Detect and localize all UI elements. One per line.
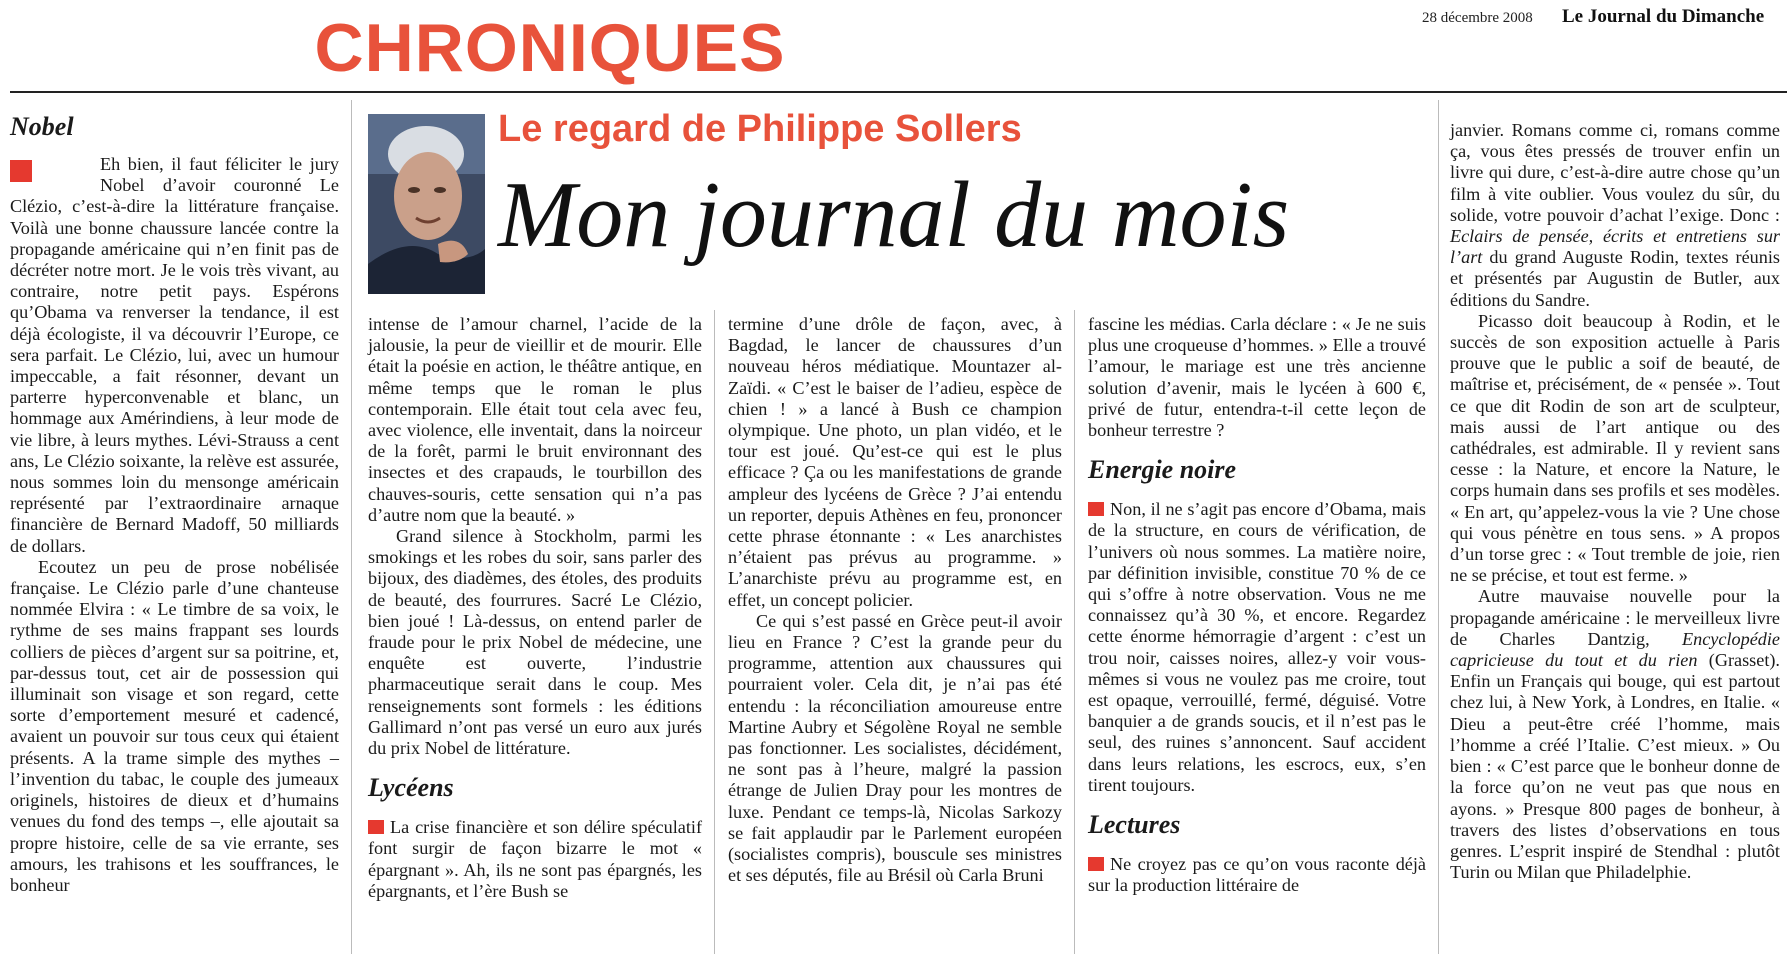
masthead-rule [10, 91, 1787, 93]
paragraph-text: Autre mauvaise nouvelle pour la propagande américaine : le merveilleux livre de Charles Dantzig, [1450, 586, 1780, 649]
paragraph: Ce qui s’est passé en Grèce peut-il avoir lieu en France ? C’est la grande peur du programme, attention aux chaussures qui pourraient voler. Cela dit, je n’ai pas été entendu : la réconciliation amoureuse entre Martine Aubry et Ségolène Royal ne semble pas fonctionner. Les socialistes, décidément, ne sont pas à l’heure, malgré la passion étrange de Julien Dray pour les montres de luxe. Pendant ce temps-là, Nicolas Sarkozy se fait applaudir par le Parlement européen (socialistes compris), bouscule ses ministres et ses députés, file au Brésil où Carla Bruni [728, 610, 1062, 886]
section-title: CHRONIQUES [314, 10, 786, 86]
paragraph-text: janvier. Romans comme ci, romans comme ça, vous êtes pressés de trouver enfin un livre qui dure, c’est-à-dire autre chose qu’un film à vite oublier. Vous voulez du sûr, du solide, votre pouvoir d’achat l’exige. Donc : [1450, 120, 1780, 225]
article-headline: Mon journal du mois [498, 163, 1290, 267]
issue-date: 28 décembre 2008 [1422, 10, 1533, 26]
column-divider [1074, 310, 1075, 954]
paragraph: Picasso doit beaucoup à Rodin, et le succès de son exposition actuelle à Paris prouve que le public a soif de beauté, de maîtrise et, précisément, de « pensée ». Tout ce que dit Rodin de son art de sculpteur, mais aussi de l’art antique ou des cathédrales, est admirable. Il y revient sans cesse : la Nature, et encore la Nature, le corps humain dans ses profils et ses modèles. « En art, qu’appelez-vous la vie ? Une chose qui vous pénètre en tous sens. » A propos d’un torse grec : « Tout tremble de joie, rien ne se précise, et tout est ferme. » [1450, 310, 1780, 586]
paragraph [1450, 586, 1780, 883]
paragraph: intense de l’amour charnel, l’acide de la jalousie, la peur de vieillir et de mourir. Elle était la poésie en action, le théâtre antique, en même temps que le roman le plus contemporain. Elle était tout cela avec feu, avec violence, elle inventait, dans la noirceur de la forêt, parmi le bruit environnant des insectes et des crapauds, le tourbillon des chauves-souris, cette sensation qui n’a pas d’autre nom que la beauté. » [368, 314, 702, 525]
paragraph: Ecoutez un peu de prose nobélisée française. Le Clézio parle d’une chanteuse nommée Elvira : « Le timbre de sa voix, le rythme de ses mains frappant ses lourds colliers de pièces d’argent sur sa poitrine, et, par-dessus tout, cet air de possession qui illuminait son visage et son regard, cette sorte d’emportement mesuré et cadencé, avaient un pouvoir sur tous ceux qui étaient présents. A la trame simple des mythes – l’invention du tabac, le couple des jumeaux originels, histoires de dieux et d’humains venues du fond des temps –, elle ajoutait sa propre histoire, celle de sa vie errante, ses amours, les trahisons et les souffrances, le bonheur [10, 556, 339, 895]
column-3 [728, 314, 1062, 886]
paragraph: Grand silence à Stockholm, parmi les smokings et les robes du soir, sans parler des bijoux, des diadèmes, des étoles, des produits de beauté, des fourrures. Sacré Le Clézio, bien joué ! Là-dessus, on entend parler de fraude pour le prix Nobel de médecine, une enquête est ouverte, l’industrie pharmaceutique serait dans le coup. Mes renseignements sont formels : les éditions Gallimard n’ont pas versé un euro aux jurés du prix Nobel de littérature. [368, 526, 702, 759]
paragraph-text: Eh bien, il faut féliciter le jury Nobel d’avoir couronné Le Clézio, c’est-à-dire la littérature française. Voilà une bonne chaussure lancée contre la propagande américaine qui n’en finit pas de décréter notre mort. Je le vois très vivant, au contraire, notre petit pays. Espérons qu’Obama va renverser la tendance, il est déjà écologiste, il va découvrir l’Europe, ce sera parfait. Le Clézio, lui, avec un humour impeccable, a fait résonner, devant un parterre hyperconvenable et blanc, un hommage aux Amérindiens, à leur mode de vie libre, à leurs mythes. Lévi-Strauss a cent ans, Le Clézio soixante, la relève est assurée, nous sommes loin du mensonge américain représenté par l’extraordinaire arnaque financière de Bernard Madoff, 50 milliards de dollars. [10, 154, 339, 556]
paragraph-text: Ne croyez pas ce qu’on vous raconte déjà sur la production littéraire de [1088, 854, 1426, 896]
paragraph [1450, 120, 1780, 311]
column-divider [351, 100, 352, 954]
bullet-square-icon [1088, 502, 1104, 516]
paragraph-text: La crise financière et son délire spéculatif font surgir de façon bizarre le mot « épargnant ». Ah, ils ne sont pas épargnés, les épargnants, et l’ère Bush se [368, 817, 702, 901]
paragraph [368, 817, 702, 902]
paragraph-text: (Grasset). Enfin un Français qui bouge, qui est partout chez lui, à New York, à Londres, en Italie. « Dieu a peut-être créé l’homme, mais l’homme a créé l’Italie. C’est mieux. » Ou bien : « C’est parce que le bonheur donne de la force qu’on ne veut pas que nous en ayons. » Presque 800 pages de bonheur, à travers des listes d’observations en tous genres. L’esprit inspiré de Stendhal : plutôt Turin ou Milan que Philadelphie. [1450, 650, 1780, 883]
section-heading-lyceens: Lycéens [368, 773, 454, 803]
paragraph-text: du grand Auguste Rodin, textes réunis et présentés par Augustin de Butler, aux éditions du Sandre. [1450, 247, 1780, 310]
section-heading-lectures: Lectures [1088, 810, 1181, 840]
column-2 [368, 314, 702, 902]
book-title: Encyclopédie capricieuse du tout et du rien [1450, 628, 1780, 671]
newspaper-name: Le Journal du Dimanche [1562, 6, 1765, 27]
paragraph [10, 154, 339, 557]
section-heading-nobel: Nobel [10, 112, 74, 141]
column-divider [714, 310, 715, 954]
bullet-square-icon [368, 820, 384, 834]
column-divider [1438, 100, 1439, 954]
article-kicker: Le regard de Philippe Sollers [498, 108, 1022, 150]
author-portrait-icon [368, 114, 485, 294]
column-5 [1450, 120, 1780, 883]
column-1 [10, 112, 339, 896]
bullet-square-icon [1088, 857, 1104, 871]
book-title: Eclairs de pensée, écrits et entretiens sur l’art [1450, 226, 1780, 268]
paragraph-text: Non, il ne s’agit pas encore d’Obama, mais de la structure, en cours de vérification, de l’univers où nous sommes. La matière noire, par définition invisible, constitue 70 % de ce qui s’offre à notre observation. Vous ne me connaissez qu’à 30 %, et encore. Regardez cette énorme hémorragie d’argent : c’est un trou noir, caisses noires, allez-y voir vous-mêmes si vous ne voulez pas me croire, tout est opaque, verrouillé, fermé, déguisé. Votre banquier a de grands soucis, et il n’est pas le seul, des ruines s’annoncent. Sauf accident dans leurs relations, les escrocs, eux, s’en tirent toujours. [1088, 499, 1426, 795]
section-heading-energie-noire: Energie noire [1088, 455, 1237, 485]
paragraph: fascine les médias. Carla déclare : « Je ne suis plus une croqueuse d’hommes. » Elle a trouvé l’amour, le mariage est une très ancienne solution d’avenir, mais le lycéen à 600 €, privé de futur, entendra-t-il cette leçon de bonheur terrestre ? [1088, 314, 1426, 441]
bullet-square-icon [10, 160, 32, 182]
column-4 [1088, 314, 1426, 896]
paragraph [1088, 499, 1426, 796]
paragraph [1088, 854, 1426, 896]
author-photo [368, 114, 485, 294]
paragraph: termine d’une drôle de façon, avec, à Bagdad, le lancer de chaussures d’un nouveau héros médiatique. Mountazer al-Zaïdi. « C’est le baiser de l’adieu, espèce de chien ! » a lancé à Bush ce champion olympique. Une photo, un plan vidéo, et le tour est joué. Qu’est-ce qui est le plus efficace ? Ça ou les manifestations de grande ampleur des lycéens de Grèce ? J’ai entendu un reporter, depuis Athènes en feu, prononcer cette phrase étonnante : « Les anarchistes n’étaient pas prévus au programme. » L’anarchiste prévu au programme est, en effet, un concept policier. [728, 314, 1062, 610]
